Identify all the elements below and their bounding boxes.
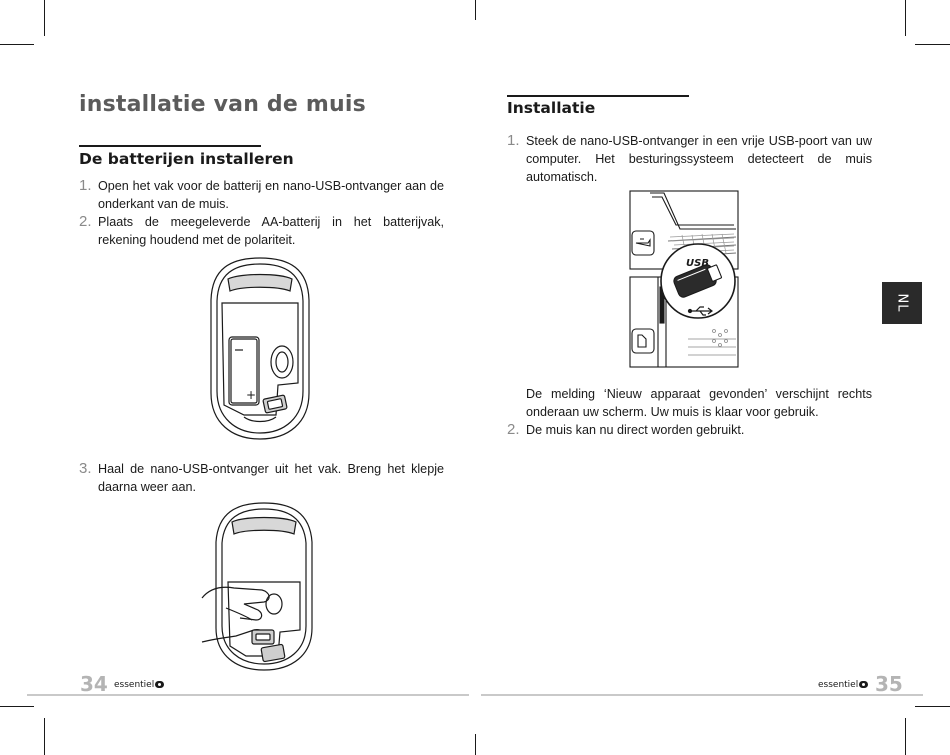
brand-name: essentiel	[114, 680, 155, 690]
page-number: 34	[80, 672, 108, 696]
step-number: 2.	[79, 213, 92, 230]
step-text: Open het vak voor de batterij en nano-USB-ontvanger aan de onderkant van de muis.	[98, 179, 444, 211]
section-heading: Installatie	[507, 99, 596, 117]
crop-mark	[915, 44, 950, 45]
crop-mark	[44, 0, 45, 36]
language-tab-label: NL	[894, 293, 910, 313]
crop-mark	[475, 734, 476, 755]
language-tab	[882, 282, 922, 324]
step-item	[507, 132, 872, 186]
brand-logo	[818, 680, 868, 690]
crop-mark	[905, 0, 906, 36]
mouse-receiver-illustration	[200, 500, 320, 672]
step-text: De melding ‘Nieuw apparaat gevonden’ verschijnt rechts onderaan uw scherm. Uw muis is klaar voor gebruik.	[526, 387, 872, 419]
brand-mark-icon	[859, 681, 868, 688]
crop-mark	[0, 706, 34, 707]
brand-logo	[114, 680, 164, 690]
step-item	[79, 177, 444, 213]
step-item	[507, 385, 872, 421]
page-title: installatie van de muis	[79, 92, 366, 117]
mouse-battery-illustration	[200, 255, 320, 443]
step-number: 1.	[507, 132, 520, 149]
step-number: 1.	[79, 177, 92, 194]
crop-mark	[475, 0, 476, 20]
brand-name: essentiel	[818, 680, 859, 690]
crop-mark	[905, 718, 906, 755]
crop-mark	[44, 718, 45, 755]
step-text: Steek de nano-USB-ontvanger in een vrije USB-poort van uw computer. Het besturingssysteem detecteert de muis automatisch.	[526, 134, 872, 184]
step-item	[79, 460, 444, 496]
crop-mark	[0, 44, 34, 45]
step-text: Haal de nano-USB-ontvanger uit het vak. Breng het klepje daarna weer aan.	[98, 462, 444, 494]
page-number: 35	[875, 672, 903, 696]
section-rule	[507, 95, 689, 97]
step-text: Plaats de meegeleverde AA-batterij in het batterijvak, rekening houdend met de polariteit.	[98, 215, 444, 247]
section-rule	[79, 145, 261, 147]
step-number: 3.	[79, 460, 92, 477]
usb-install-illustration	[628, 189, 740, 369]
section-heading: De batterijen installeren	[79, 150, 294, 168]
footer-line	[481, 694, 923, 696]
step-number: 2.	[507, 421, 520, 438]
step-text: De muis kan nu direct worden gebruikt.	[526, 423, 745, 437]
usb-label: USB	[686, 258, 709, 269]
step-item	[507, 421, 872, 439]
step-item	[79, 213, 444, 249]
brand-mark-icon	[155, 681, 164, 688]
crop-mark	[915, 706, 950, 707]
svg-text:+: +	[246, 388, 257, 402]
